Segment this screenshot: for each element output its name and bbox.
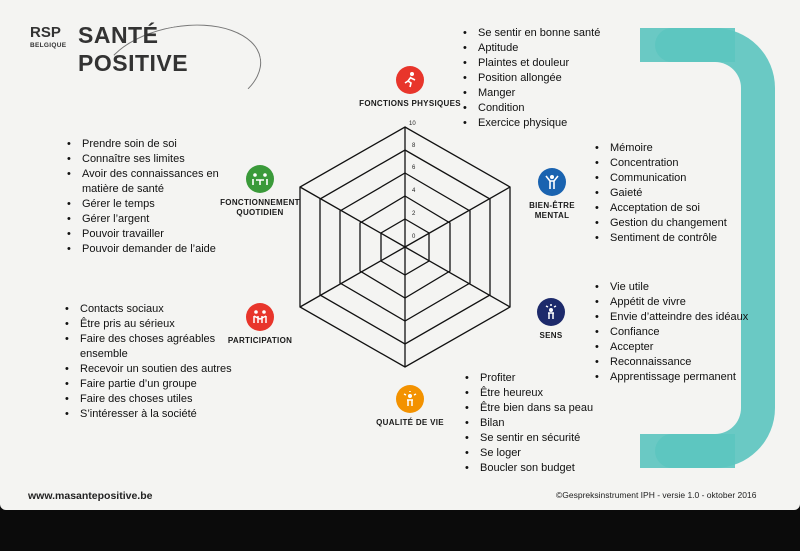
radar-tick-0: 0 <box>412 234 416 240</box>
bottom-dark-strip <box>0 510 800 551</box>
list-item: • Mémoire <box>592 141 727 156</box>
radar-tick-8: 8 <box>412 143 416 149</box>
list-item: • Condition <box>460 101 600 116</box>
list-participation <box>62 302 247 422</box>
dimension-bien-etre <box>512 168 592 221</box>
dimension-fonctions-physiques <box>355 66 465 109</box>
list-item: • Faire des choses agréables ensemble <box>62 332 247 362</box>
radar-axis-top-left <box>300 187 405 247</box>
list-qualite-vie <box>462 371 593 476</box>
list-item: • Gaieté <box>592 186 727 201</box>
dimension-label: FONCTIONS PHYSIQUES <box>359 99 461 108</box>
list-item: • Gérer le temps <box>64 197 239 212</box>
list-item: • Apprentissage permanent <box>592 370 748 385</box>
person-sun-icon <box>396 385 424 413</box>
dimension-label: SENS <box>539 331 563 340</box>
teal-bracket-bottom <box>655 434 735 468</box>
list-item: • Position allongée <box>460 71 600 86</box>
list-item: • Prendre soin de soi <box>64 137 239 152</box>
list-fonctionnement <box>64 137 239 257</box>
running-person-icon <box>396 66 424 94</box>
dimension-label: FONCTIONNEMENT QUOTIDIEN <box>220 198 300 217</box>
list-sens <box>592 280 748 385</box>
radar-tick-6: 6 <box>412 165 416 171</box>
dimension-label: BIEN-ÊTRE MENTAL <box>529 201 575 220</box>
radar-tick-4: 4 <box>412 188 416 194</box>
list-item: • Pouvoir demander de l’aide <box>64 242 239 257</box>
list-item: • Reconnaissance <box>592 355 748 370</box>
list-item: • Avoir des connaissances en matière de santé <box>64 167 239 197</box>
two-people-table-icon <box>246 165 274 193</box>
radar-tick-10: 10 <box>409 121 416 127</box>
logo-title-line1: SANTÉ <box>78 22 159 48</box>
list-item: • Se sentir en sécurité <box>462 431 593 446</box>
website-link[interactable]: www.masantepositive.be <box>28 490 153 502</box>
people-group-icon <box>246 303 274 331</box>
list-item: • Concentration <box>592 156 727 171</box>
list-item: • Être pris au sérieux <box>62 317 247 332</box>
logo-belgique: BELGIQUE <box>30 42 67 49</box>
list-item: • Appétit de vivre <box>592 295 748 310</box>
list-item: • S’intéresser à la société <box>62 407 247 422</box>
list-item: • Sentiment de contrôle <box>592 231 727 246</box>
dimension-qualite-vie <box>360 385 460 428</box>
list-item: • Vie utile <box>592 280 748 295</box>
dimension-label: PARTICIPATION <box>227 336 293 345</box>
list-item: • Contacts sociaux <box>62 302 247 317</box>
dimension-label: QUALITÉ DE VIE <box>376 418 444 427</box>
person-arms-up-icon <box>538 168 566 196</box>
list-item: • Bilan <box>462 416 593 431</box>
list-item: • Exercice physique <box>460 116 600 131</box>
radar-axis-bottom-left <box>300 247 405 307</box>
teal-bracket-decoration <box>640 28 775 468</box>
list-item: • Gérer l’argent <box>64 212 239 227</box>
list-item: • Faire partie d’un groupe <box>62 377 247 392</box>
list-item: • Être heureux <box>462 386 593 401</box>
list-bien-etre <box>592 141 727 246</box>
radar-axis-bottom-right <box>405 247 510 307</box>
list-item: • Confiance <box>592 325 748 340</box>
list-item: • Profiter <box>462 371 593 386</box>
list-item: • Aptitude <box>460 41 600 56</box>
logo-rsp: RSP <box>30 24 61 41</box>
list-item: • Plaintes et douleur <box>460 56 600 71</box>
radar-tick-2: 2 <box>412 211 416 217</box>
list-item: • Se sentir en bonne santé <box>460 26 600 41</box>
list-item: • Recevoir un soutien des autres <box>62 362 247 377</box>
list-item: • Gestion du changement <box>592 216 727 231</box>
list-item: • Être bien dans sa peau <box>462 401 593 416</box>
list-item: • Accepter <box>592 340 748 355</box>
list-item: • Acceptation de soi <box>592 201 727 216</box>
list-item: • Communication <box>592 171 727 186</box>
list-fonctions-physiques <box>460 26 600 131</box>
list-item: • Manger <box>460 86 600 101</box>
list-item: • Se loger <box>462 446 593 461</box>
list-item: • Faire des choses utiles <box>62 392 247 407</box>
list-item: • Boucler son budget <box>462 461 593 476</box>
dimension-sens <box>515 298 587 341</box>
person-idea-icon <box>537 298 565 326</box>
logo-title-line2: POSITIVE <box>78 50 189 76</box>
radar-axis-top-right <box>405 187 510 247</box>
list-item: • Pouvoir travailler <box>64 227 239 242</box>
credit-text: ©Gespreksinstrument IPH - versie 1.0 - oktober 2016 <box>556 490 757 500</box>
list-item: • Connaître ses limites <box>64 152 239 167</box>
list-item: • Envie d’atteindre des idéaux <box>592 310 748 325</box>
teal-bracket-top <box>655 28 735 62</box>
radar-chart <box>295 115 515 375</box>
